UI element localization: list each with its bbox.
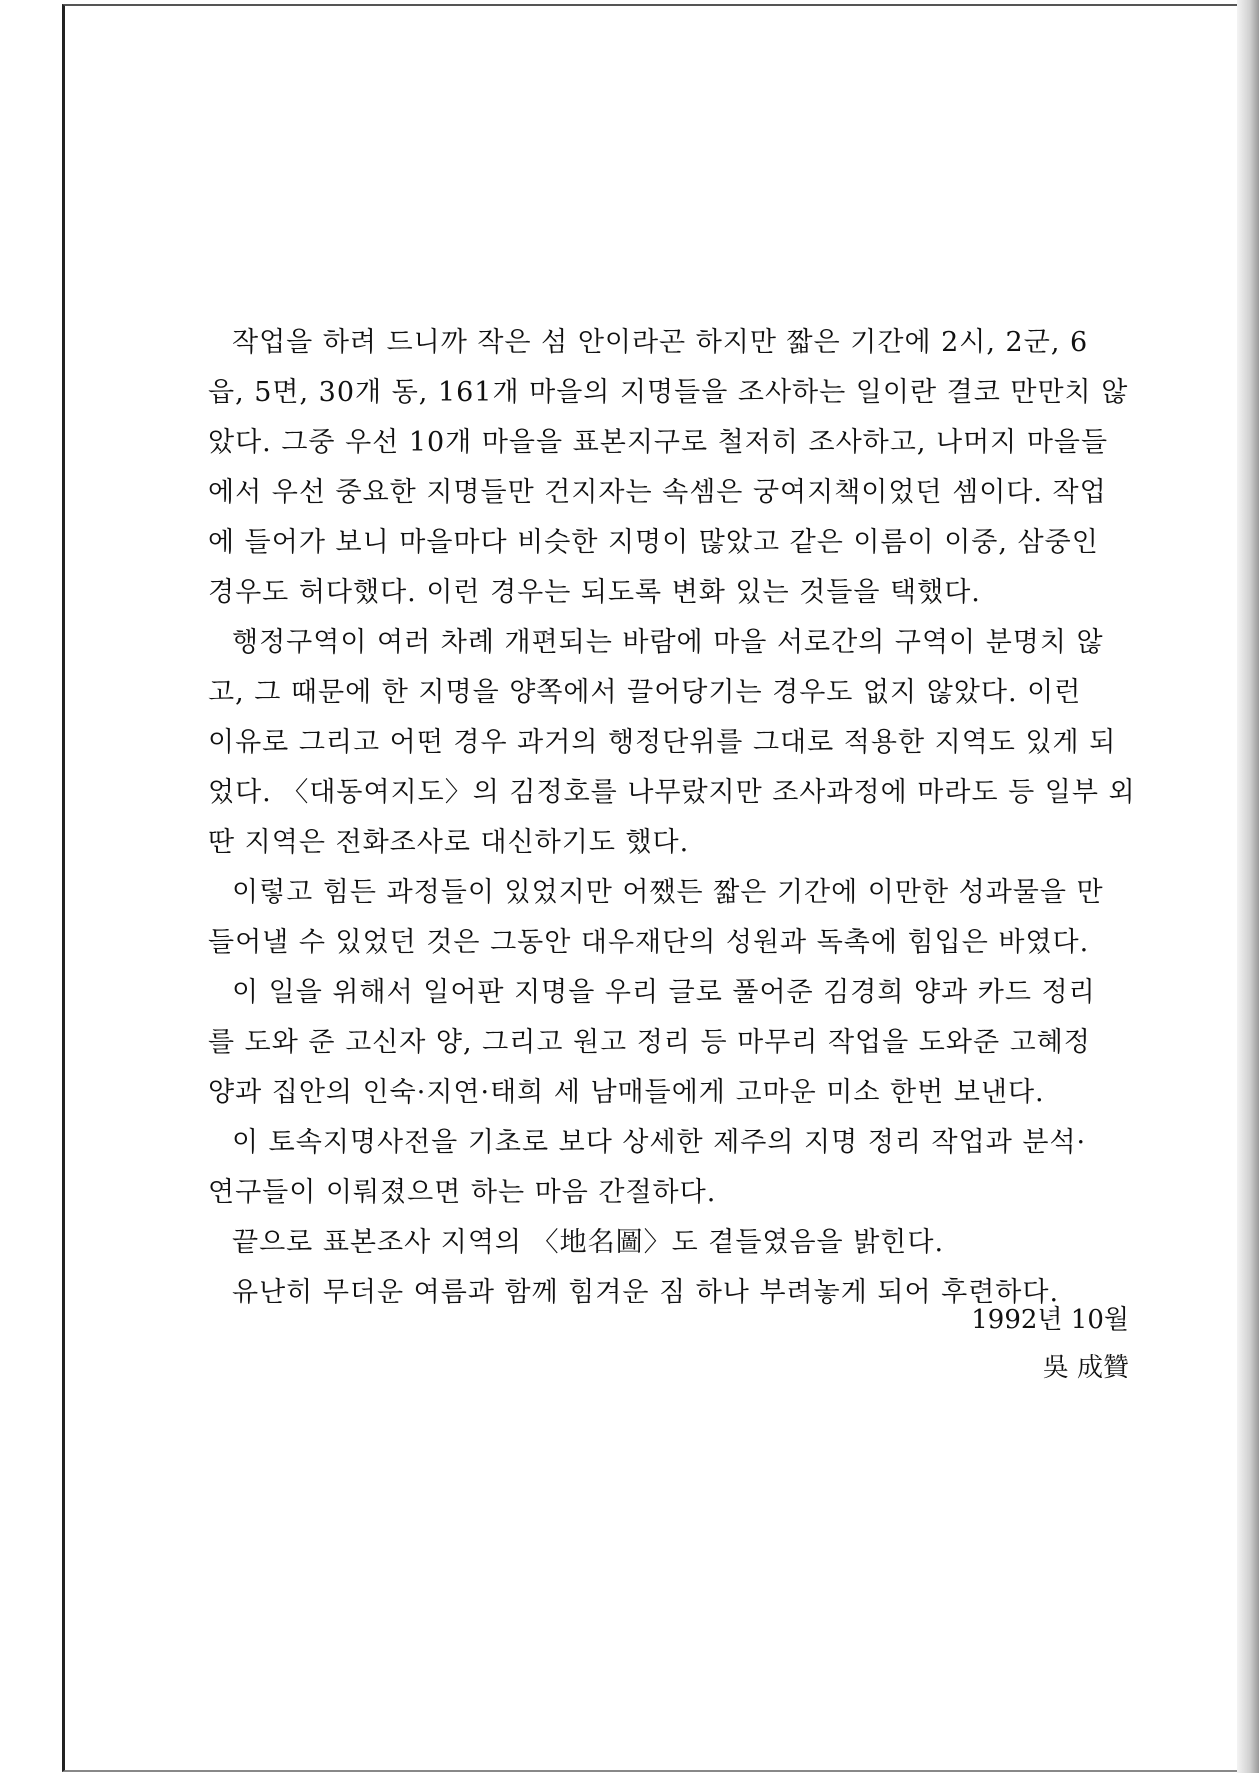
text-line: 에 들어가 보니 마을마다 비슷한 지명이 많았고 같은 이름이 이중, 삼중인 (208, 527, 1099, 558)
signature-author: 吳 成贊 (1042, 1353, 1129, 1383)
signature-date: 1992년 10월 (971, 1305, 1129, 1335)
text-line: 이 일을 위해서 일어판 지명을 우리 글로 풀어준 김경희 양과 카드 정리 (232, 977, 1096, 1008)
paragraph-1 (208, 318, 1132, 618)
text-line: 들어낼 수 있었던 것은 그동안 대우재단의 성원과 독촉에 힘입은 바였다. (208, 927, 1090, 958)
text-line: 었다. 〈대동여지도〉의 김정호를 나무랐지만 조사과정에 마라도 등 일부 외 (208, 777, 1136, 808)
signature-block (971, 1296, 1129, 1392)
text-line: 연구들이 이뤄졌으면 하는 마음 간절하다. (208, 1177, 717, 1208)
text-line: 작업을 하려 드니까 작은 섬 안이라곤 하지만 짧은 기간에 2시, 2군, 6 (232, 327, 1089, 358)
paragraph-2 (208, 618, 1136, 868)
text-line: 이유로 그리고 어떤 경우 과거의 행정단위를 그대로 적용한 지역도 있게 되 (208, 727, 1117, 758)
text-line: 행정구역이 여러 차례 개편되는 바람에 마을 서로간의 구역이 분명치 않 (232, 627, 1104, 658)
text-line: 이렇고 힘든 과정들이 있었지만 어쨌든 짧은 기간에 이만한 성과물을 만 (232, 877, 1104, 908)
text-line: 유난히 무더운 여름과 함께 힘겨운 짐 하나 부려놓게 되어 후련하다. (232, 1277, 1060, 1308)
paragraph-6 (232, 1218, 1132, 1268)
text-line: 끝으로 표본조사 지역의 〈地名圖〉도 곁들였음을 밝힌다. (232, 1227, 945, 1258)
text-line: 았다. 그중 우선 10개 마을을 표본지구로 철저히 조사하고, 나머지 마을들 (208, 427, 1109, 458)
text-line: 이 토속지명사전을 기초로 보다 상세한 제주의 지명 정리 작업과 분석· (232, 1127, 1087, 1158)
text-line: 양과 집안의 인숙·지연·태희 세 남매들에게 고마운 미소 한번 보낸다. (208, 1077, 1045, 1108)
text-line: 경우도 허다했다. 이런 경우는 되도록 변화 있는 것들을 택했다. (208, 577, 981, 608)
paragraph-4 (208, 968, 1132, 1118)
text-line: 고, 그 때문에 한 지명을 양쪽에서 끌어당기는 경우도 없지 않았다. 이런 (208, 677, 1082, 708)
preface-body (208, 318, 1136, 1318)
text-line: 읍, 5면, 30개 동, 161개 마을의 지명들을 조사하는 일이란 결코 만만치 않 (208, 377, 1129, 408)
paragraph-5 (208, 1118, 1132, 1218)
text-line: 를 도와 준 고신자 양, 그리고 원고 정리 등 마무리 작업을 도와준 고혜정 (208, 1027, 1091, 1058)
page-edge-shadow (1237, 0, 1259, 1773)
text-line: 딴 지역은 전화조사로 대신하기도 했다. (208, 827, 690, 858)
text-line: 에서 우선 중요한 지명들만 건지자는 속셈은 궁여지책이었던 셈이다. 작업 (208, 477, 1107, 508)
paragraph-3 (208, 868, 1132, 968)
